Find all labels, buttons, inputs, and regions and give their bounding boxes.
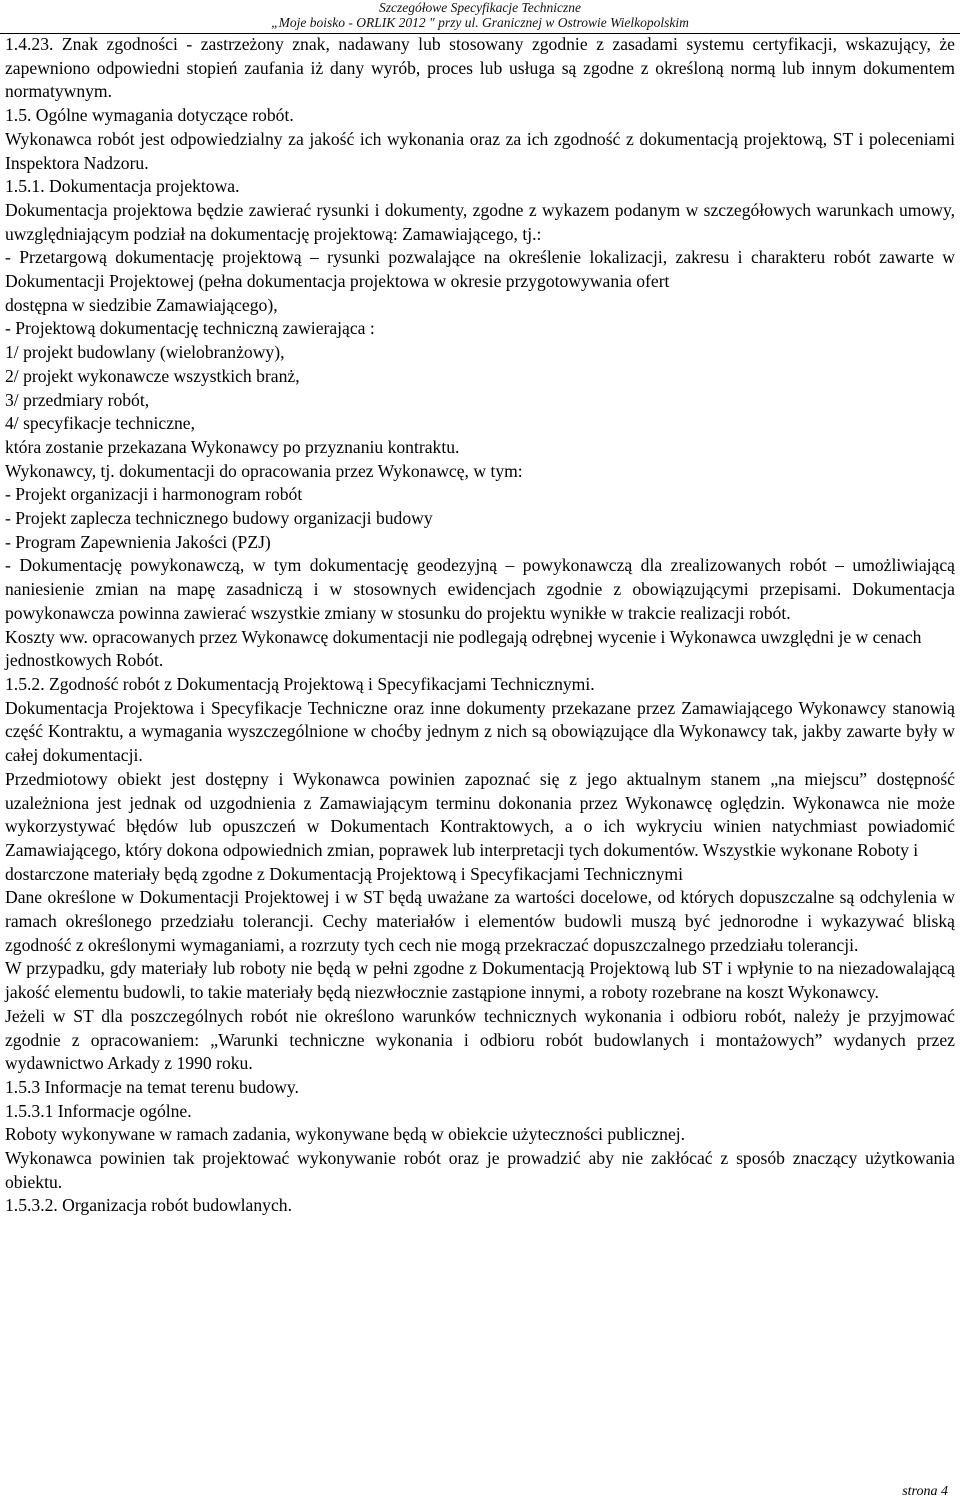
paragraph: Wykonawca powinien tak projektować wykonywanie robót oraz je prowadzić aby nie zakłócać z sposób znaczący użytkowania obiektu. xyxy=(5,1148,955,1192)
document-body xyxy=(5,33,955,1218)
paragraph: - Program Zapewnienia Jakości (PZJ) xyxy=(5,531,271,552)
paragraph: Dokumentacja projektowa będzie zawierać rysunki i dokumenty, zgodne z wykazem podanym w szczegółowych warunkach umowy, uwzględniającym podział na dokumentację projektową: Zamawiającego, tj.: xyxy=(5,199,955,244)
paragraph: Dane określone w Dokumentacji Projektowej i w ST będą uważane za wartości docelowe, od których dopuszczalne są odchylenia w ramach określonego przedziału tolerancji. Cechy materiałów i elementów budowli muszą być jednorodne i wykazywać bliską zgodność z określonymi wymaganiami, a rozrzuty tych cech nie mogą przekraczać dopuszczalnego przedziału tolerancji. xyxy=(5,887,955,955)
paragraph: która zostanie przekazana Wykonawcy po przyznaniu kontraktu. xyxy=(5,436,460,457)
header-title: Szczegółowe Specyfikacje Techniczne xyxy=(379,0,581,15)
paragraph: Koszty ww. opracowanych przez Wykonawcę dokumentacji nie podlegają odrębnej wycenie i Wykonawca uwzględni je w cenach jednostkowych Robót. xyxy=(5,626,922,671)
header-subtitle: „Moje boisko - ORLIK 2012 " przy ul. Granicznej w Ostrowie Wielkopolskim xyxy=(271,15,689,30)
paragraph: 1.5.3 Informacje na temat terenu budowy. xyxy=(5,1076,299,1097)
paragraph: Roboty wykonywane w ramach zadania, wykonywane będą w obiekcie użyteczności publicznej. xyxy=(5,1124,686,1145)
paragraph: W przypadku, gdy materiały lub roboty nie będą w pełni zgodne z Dokumentacją Projektową lub ST i wpłynie to na niezadowalającą jakość elementu budowli, to takie materiały będą niezwłocznie zastąpione innymi, a roboty rozebrane na koszt Wykonawcy. xyxy=(5,958,955,1003)
paragraph: 1.5.3.2. Organizacja robót budowlanych. xyxy=(5,1195,292,1216)
paragraph: Wykonawcy, tj. dokumentacji do opracowania przez Wykonawcę, w tym: xyxy=(5,460,523,481)
paragraph: - Projektową dokumentację techniczną zawierająca : xyxy=(5,318,375,339)
paragraph: - Dokumentację powykonawczą, w tym dokumentację geodezyjną – powykonawczą dla zrealizowanych robót – umożliwiającą naniesienie zmian na mapę zasadniczą i w stosownych ewidencjach zgodnie z obowiązującymi przepisami. Dokumentacja powykonawcza powinna zawierać wszystkie zmiany w stosunku do projektu wynikłe w trakcie realizacji robót. xyxy=(5,555,955,623)
paragraph: 1/ projekt budowlany (wielobranżowy), xyxy=(5,342,285,363)
page-header xyxy=(0,0,960,30)
paragraph: dostępna w siedzibie Zamawiającego), xyxy=(5,294,278,315)
paragraph: 1.4.23. Znak zgodności - zastrzeżony znak, nadawany lub stosowany zgodnie z zasadami systemu certyfikacji, wskazujący, że zapewniono odpowiedni stopień zaufania iż dany wyrób, proces lub usługa są zgodne z określoną normą lub innym dokumentem normatywnym. xyxy=(5,34,955,102)
paragraph: Jeżeli w ST dla poszczególnych robót nie określono warunków technicznych wykonania i odbioru robót, należy je przyjmować zgodnie z opracowaniem: „Warunki techniczne wykonania i odbioru robót budowlanych i montażowych” wydanych przez wydawnictwo Arkady z 1990 roku. xyxy=(5,1005,955,1074)
paragraph: 1.5. Ogólne wymagania dotyczące robót. xyxy=(5,105,294,126)
page-number: strona 4 xyxy=(902,1484,948,1499)
paragraph: 2/ projekt wykonawcze wszystkich branż, xyxy=(5,365,300,386)
paragraph: 1.5.3.1 Informacje ogólne. xyxy=(5,1100,192,1121)
paragraph: - Przetargową dokumentację projektową – rysunki pozwalające na określenie lokalizacji, zakresu i charakteru robót zawarte w Dokumentacji Projektowej (pełna dokumentacja projektowa w okresie przygotowywania ofert xyxy=(5,247,955,292)
paragraph: Dokumentacja Projektowa i Specyfikacje Techniczne oraz inne dokumenty przekazane przez Zamawiającego Wykonawcy stanowią część Kontraktu, a wymagania wyszczególnione w choćby jednym z nich są obowiązujące dla Wykonawcy tak, jakby zawarte były w całej dokumentacji. xyxy=(5,697,955,766)
paragraph: Przedmiotowy obiekt jest dostępny i Wykonawca powinien zapoznać się z jego aktualnym stanem „na miejscu” dostępność uzależniona jest jednak od uzgodnienia z Zamawiającym terminu dokonania przez Wykonawcę oględzin. Wykonawca nie może wykorzystywać błędów lub opuszczeń w Dokumentach Kontraktowych, a o ich wykryciu winien natychmiast powiadomić Zamawiającego, który dokona odpowiednich zmian, poprawek lub interpretacji tych dokumentów. Wszystkie wykonane Roboty i xyxy=(5,768,955,860)
paragraph: dostarczone materiały będą zgodne z Dokumentacją Projektową i Specyfikacjami Technicznymi xyxy=(5,863,683,884)
paragraph: 4/ specyfikacje techniczne, xyxy=(5,413,196,434)
paragraph: 3/ przedmiary robót, xyxy=(5,389,150,410)
paragraph: Wykonawca robót jest odpowiedzialny za jakość ich wykonania oraz za ich zgodność z dokumentacją projektową, ST i poleceniami Inspektora Nadzoru. xyxy=(5,128,955,173)
paragraph: 1.5.1. Dokumentacja projektowa. xyxy=(5,176,240,197)
paragraph: 1.5.2. Zgodność robót z Dokumentacją Projektową i Specyfikacjami Technicznymi. xyxy=(5,673,595,694)
paragraph: - Projekt zaplecza technicznego budowy organizacji budowy xyxy=(5,508,433,529)
paragraph: - Projekt organizacji i harmonogram robót xyxy=(5,484,303,505)
